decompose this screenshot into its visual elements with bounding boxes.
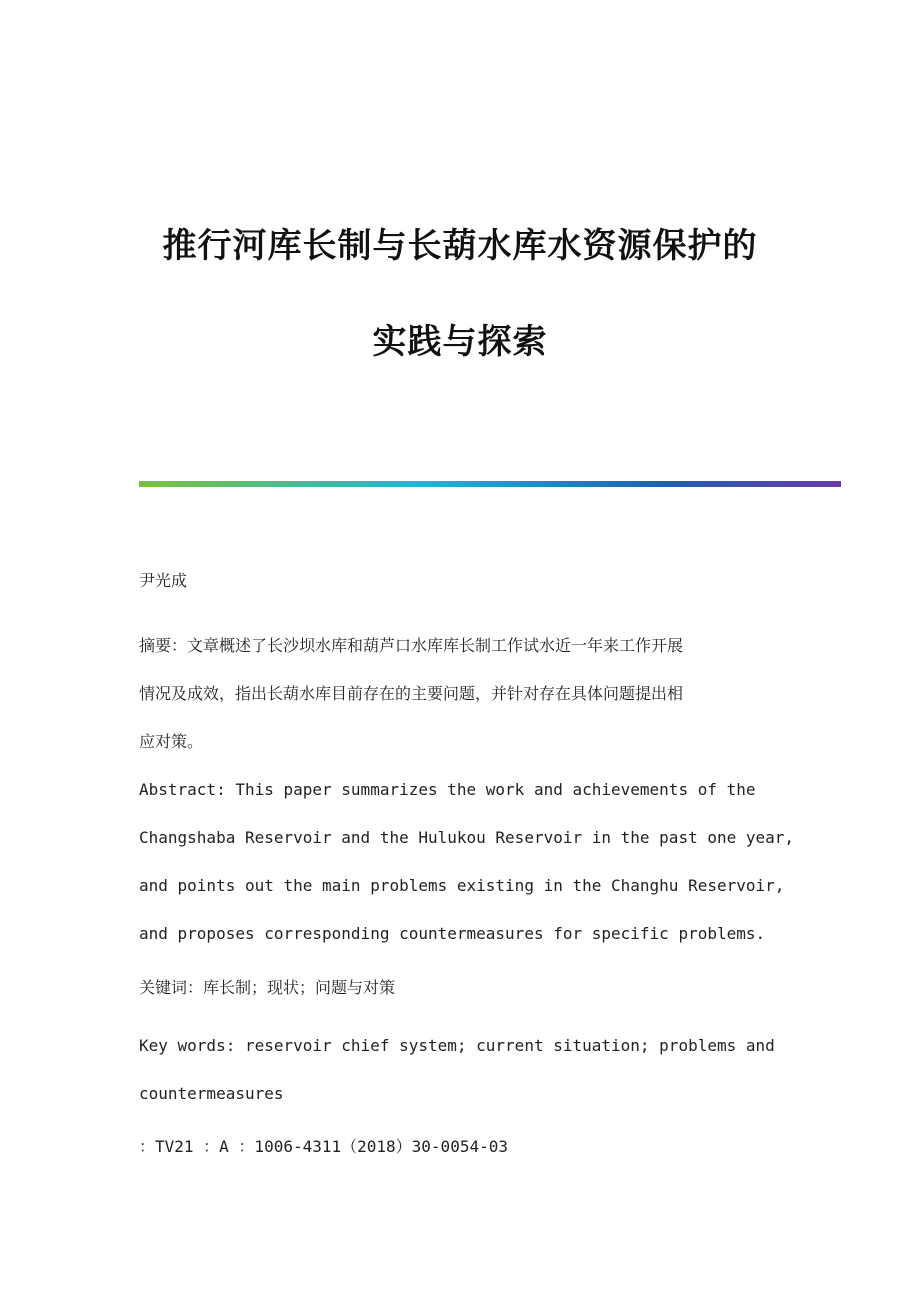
abstract-chinese-line: 情况及成效，指出长葫水库目前存在的主要问题，并针对存在具体问题提出相: [139, 684, 684, 703]
title-divider: [139, 481, 841, 487]
abstract-english-line: Abstract: This paper summarizes the work and achievements of the: [139, 780, 756, 799]
abstract-english-line: and proposes corresponding countermeasures for specific problems.: [139, 924, 766, 943]
document-title-line-2: 实践与探索: [372, 322, 548, 362]
abstract-chinese-line: 应对策。: [139, 732, 204, 751]
keywords-english-line: countermeasures: [139, 1084, 284, 1103]
keywords-english: [139, 1022, 789, 1118]
abstract-english: [139, 766, 795, 958]
document-title-line-1: 推行河库长制与长葫水库水资源保护的: [162, 226, 758, 266]
keywords-chinese: 关键词：库长制；现状；问题与对策: [139, 978, 396, 997]
author-name: 尹光成: [139, 571, 188, 590]
abstract-english-line: Changshaba Reservoir and the Hulukou Reservoir in the past one year,: [139, 828, 795, 847]
abstract-english-line: and points out the main problems existing in the Changhu Reservoir,: [139, 876, 785, 895]
abstract-chinese: [139, 622, 789, 766]
classification-code: ：TV21 ：A ：1006-4311（2018）30-0054-03: [139, 1137, 508, 1156]
abstract-chinese-line: 摘要：文章概述了长沙坝水库和葫芦口水库库长制工作试水近一年来工作开展: [139, 636, 684, 655]
keywords-english-line: Key words: reservoir chief system; current situation; problems and: [139, 1036, 775, 1055]
